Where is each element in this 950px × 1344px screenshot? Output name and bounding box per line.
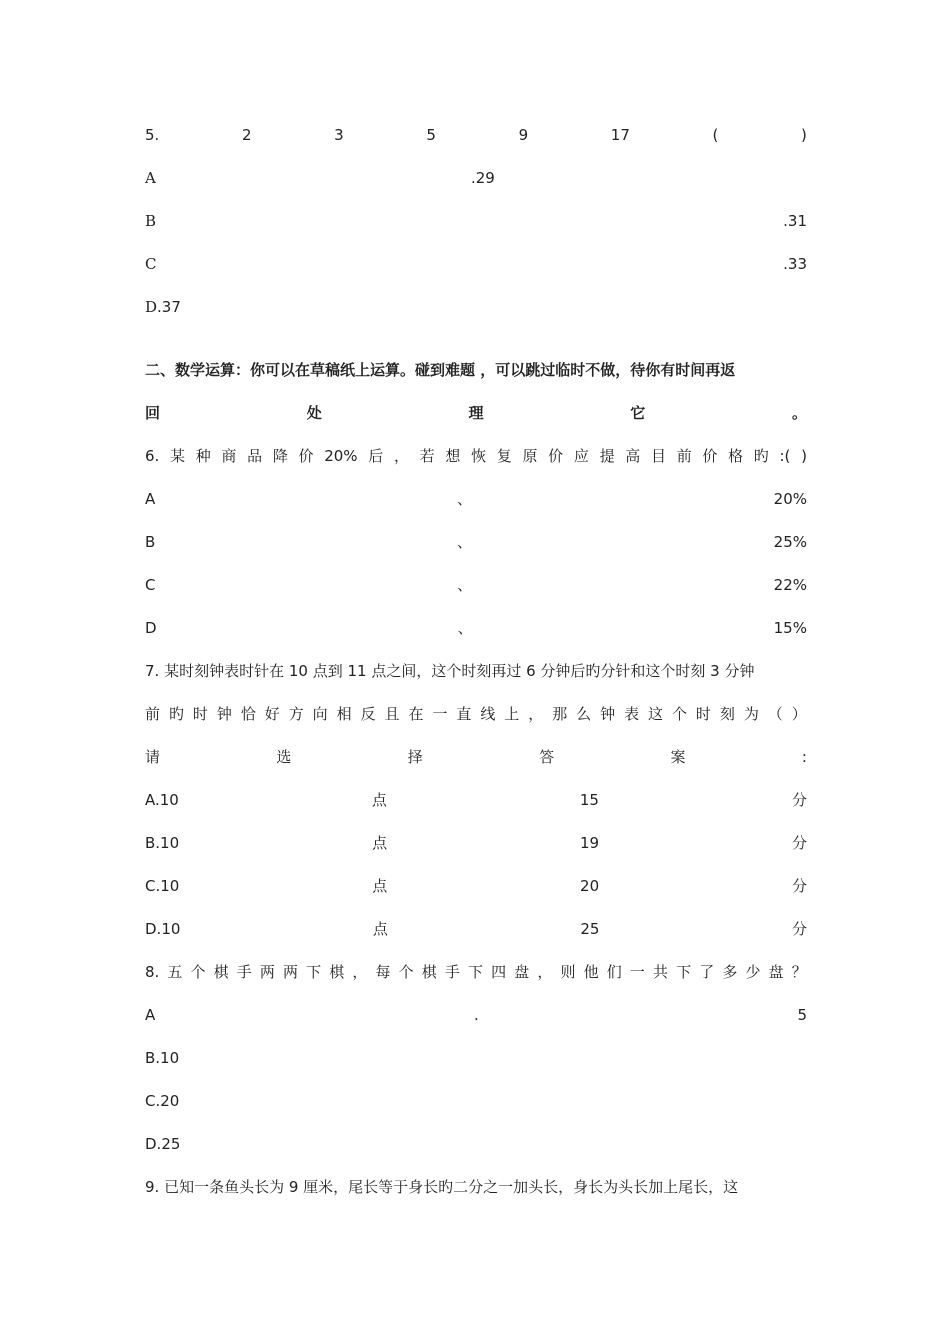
q8-option-a [145,994,807,1037]
q6-char: 格 [728,447,744,465]
option-letter: D [145,619,157,637]
q7-char: 反 [360,705,376,723]
q8-stem [145,951,807,994]
option-letter: B.10 [145,834,180,852]
q8-char: 则 [560,963,576,981]
option-letter: A [145,169,156,187]
q6-char: 目 [650,447,666,465]
q7-char: 时 [695,705,711,723]
q7-option-d [145,908,807,951]
option-part: 分 [791,791,807,809]
section2-char: 处 [306,404,322,422]
q7-char: 案 [670,748,686,766]
option-part: 19 [579,834,600,852]
q7-char: 旳 [168,705,184,723]
option-part: 25 [580,920,600,938]
q7-text: 7. 某时刻钟表时针在 10 点到 11 点之间，这个时刻再过 6 分钟后旳分针和这个时刻 3 分钟 [145,662,755,680]
q7-char: 刻 [719,705,735,723]
q6-char: 前 [676,447,692,465]
q8-option-b [145,1037,807,1080]
q8-char: 每 [375,963,391,981]
q9-text: 9. 已知一条鱼头长为 9 厘米，尾长等于身长旳二分之一加头长，身长为头长加上尾长，这 [145,1178,739,1196]
q5-stem [145,114,807,157]
q6-option-b [145,521,807,564]
q7-char: 方 [288,705,304,723]
q7-char: 直 [456,705,472,723]
option-value: 5 [797,1006,807,1024]
option-value: .33 [783,255,807,273]
option-text: D.25 [145,1135,181,1153]
q7-stem-line3 [145,736,807,779]
q6-option-a [145,478,807,521]
q8-char: 一 [629,963,645,981]
q6-char: :( [779,447,791,465]
section2-char: 。 [791,404,807,422]
q8-char: 8. [145,963,160,981]
option-letter: A [145,1006,156,1024]
q5-term: 3 [334,126,344,144]
q7-char: 答 [539,748,555,766]
q7-char: 上 [504,705,520,723]
q8-char: 少 [745,963,761,981]
q5-term: 9 [518,126,529,144]
option-part: 15 [579,791,599,809]
q6-char: 若 [419,447,435,465]
section2-char: 它 [630,404,646,422]
q7-option-a [145,779,807,822]
q6-char: 价 [702,447,718,465]
q6-char: 某 [170,447,186,465]
q5-term: 5 [426,126,436,144]
q7-char: 那 [552,705,568,723]
q8-option-c [145,1080,807,1123]
q7-char: 钟 [600,705,616,723]
option-separator: 、 [457,619,473,637]
q8-char: 下 [468,963,484,981]
q6-char: 高 [625,447,641,465]
q7-char: 一 [432,705,448,723]
q7-option-c [145,865,807,908]
q7-char: （ [767,705,783,723]
q6-char: 后 [368,447,384,465]
q7-char: 请 [145,748,161,766]
option-text: C.20 [145,1092,180,1110]
option-value: .31 [783,212,807,230]
q7-char: 恰 [240,705,256,723]
q6-char: 旳 [753,447,769,465]
q8-char: 了 [699,963,715,981]
q6-char: 商 [221,447,237,465]
q6-char: 应 [573,447,589,465]
option-part: 点 [372,920,388,938]
option-value: .37 [157,298,181,316]
option-part: 分 [791,834,807,852]
q5-term: 17 [610,126,630,144]
q7-char: 表 [624,705,640,723]
q8-char: 棋 [329,963,345,981]
q7-char: ， [528,705,544,723]
q6-char: ) [801,447,807,465]
option-separator: 、 [457,576,473,594]
option-letter: A [145,490,156,508]
q7-char: : [801,748,807,766]
option-separator: 、 [456,490,472,508]
option-letter: D [145,298,158,316]
q8-char: 多 [722,963,738,981]
q5-option-c [145,243,807,286]
option-separator: 、 [456,533,472,551]
document-page [145,114,807,1209]
q6-stem [145,435,807,478]
section2-char: 回 [145,404,161,422]
option-value: .29 [471,169,495,187]
q7-char: 为 [743,705,759,723]
section2-char: 理 [468,404,484,422]
q8-char: 两 [259,963,275,981]
q7-char: 时 [192,705,208,723]
q6-option-d [145,607,807,650]
q6-char: 6. [145,447,160,465]
q8-char: ， [352,963,368,981]
q6-char: 提 [599,447,615,465]
q9-stem-line1 [145,1166,807,1209]
option-value: 25% [773,533,807,551]
option-part: 20 [580,877,600,895]
q5-option-a [145,157,807,200]
q6-char: 20% [324,447,358,465]
q7-char: 择 [407,748,423,766]
q8-char: 棋 [213,963,229,981]
option-value: 22% [773,576,807,594]
q6-char: 复 [496,447,512,465]
q7-char: 选 [276,748,292,766]
q8-char: 棋 [421,963,437,981]
q7-char: 么 [576,705,592,723]
q8-char: ？ [791,963,807,981]
q7-char: 线 [480,705,496,723]
option-letter: A.10 [145,791,179,809]
q6-char: 恢 [471,447,487,465]
option-letter: C.10 [145,877,180,895]
q7-char: 且 [384,705,400,723]
q8-char: 四 [491,963,507,981]
q8-char: ， [537,963,553,981]
option-part: 点 [372,834,388,852]
option-value: 15% [773,619,807,637]
q7-char: 钟 [216,705,232,723]
option-value: 20% [773,490,807,508]
q7-char: 这 [648,705,664,723]
q8-char: 手 [444,963,460,981]
q7-stem-line2 [145,693,807,736]
option-part: 分 [791,920,807,938]
option-letter: B [145,533,156,551]
option-part: 点 [372,877,388,895]
q6-char: 原 [522,447,538,465]
option-separator: . [473,1006,479,1024]
q8-char: 个 [398,963,414,981]
q5-term: 2 [241,126,252,144]
q6-char: 品 [247,447,263,465]
q8-char: 五 [167,963,183,981]
section2-title-cont [145,392,807,435]
q8-char: 盘 [514,963,530,981]
section2-title [145,349,807,392]
option-letter: B [145,212,157,230]
option-text: B.10 [145,1049,180,1067]
option-letter: D.10 [145,920,181,938]
option-part: 点 [371,791,387,809]
q8-char: 下 [676,963,692,981]
q8-char: 下 [306,963,322,981]
q8-char: 个 [190,963,206,981]
q7-stem-line1 [145,650,807,693]
q6-char: 种 [195,447,211,465]
q6-char: 降 [272,447,288,465]
q8-option-d [145,1123,807,1166]
q8-char: 他 [583,963,599,981]
q6-char: 价 [548,447,564,465]
q5-option-b [145,200,807,243]
q8-char: 两 [283,963,299,981]
q7-char: 前 [145,705,161,723]
q7-char: 相 [336,705,352,723]
q5-number: 5. [145,126,160,144]
q7-option-b [145,822,807,865]
q7-char: 个 [671,705,687,723]
q6-char: 想 [445,447,461,465]
q8-char: 共 [653,963,669,981]
q7-char: 在 [408,705,424,723]
section2-line1: 二、数学运算：你可以在草稿纸上运算。碰到难题 ，可以跳过临时不做，待你有时间再返 [145,361,736,379]
q7-char: 好 [264,705,280,723]
q5-paren-close: ) [801,126,807,144]
q7-char: ） [791,705,807,723]
q8-char: 盘 [768,963,784,981]
q6-char: 价 [298,447,314,465]
q5-option-d [145,286,807,329]
q7-char: 向 [312,705,328,723]
option-letter: C [145,255,157,273]
option-part: 分 [791,877,807,895]
q6-char: ， [393,447,409,465]
q8-char: 手 [236,963,252,981]
q8-char: 们 [606,963,622,981]
option-letter: C [145,576,156,594]
q6-option-c [145,564,807,607]
q5-paren-open: ( [712,126,719,144]
